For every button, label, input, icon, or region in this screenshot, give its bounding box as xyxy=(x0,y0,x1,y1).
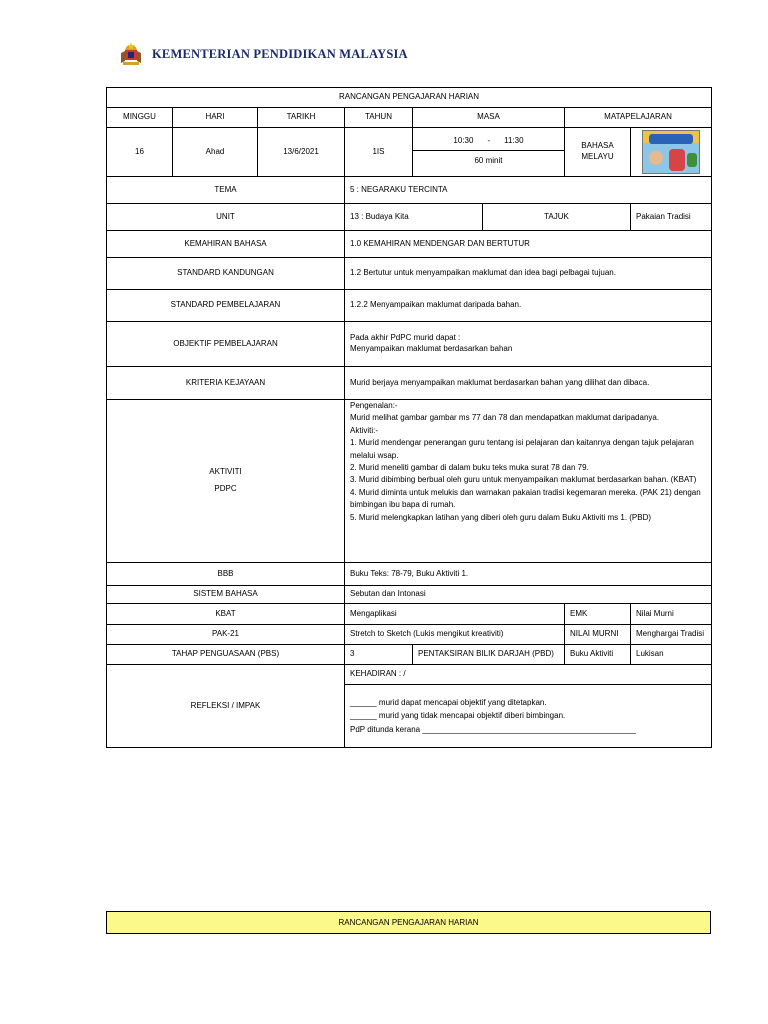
objektif-line2: Menyampaikan maklumat berdasarkan bahan xyxy=(350,344,513,353)
aktiviti-line: Pengenalan:- xyxy=(350,401,398,410)
value-minggu: 16 xyxy=(107,128,173,177)
aktiviti-line: Murid melihat gambar gambar ms 77 dan 78 dan mendapatkan maklumat daripadanya. xyxy=(350,413,660,423)
label-aktiviti xyxy=(107,400,345,563)
subject-line1: BAHASA xyxy=(581,141,614,151)
value-standard-kandungan: 1.2 Bertutur untuk menyampaikan maklumat dan idea bagi pelbagai tujuan. xyxy=(345,258,712,290)
value-emk: Nilai Murni xyxy=(631,604,712,625)
value-refleksi xyxy=(345,685,712,748)
label-tajuk: TAJUK xyxy=(483,204,631,231)
book-cover-cell xyxy=(631,128,712,177)
value-pbd-1: Buku Aktiviti xyxy=(565,645,631,665)
label-standard-pembelajaran: STANDARD PEMBELAJARAN xyxy=(107,290,345,322)
aktiviti-label-line1: AKTIVITI xyxy=(209,467,242,477)
value-tahun: 1IS xyxy=(345,128,413,177)
objektif-line1: Pada akhir PdPC murid dapat : xyxy=(350,333,461,343)
value-bbb: Buku Teks: 78-79, Buku Aktiviti 1. xyxy=(345,563,712,586)
value-tema: 5 : NEGARAKU TERCINTA xyxy=(345,177,712,204)
label-kemahiran: KEMAHIRAN BAHASA xyxy=(107,231,345,258)
masa-dash: - xyxy=(487,135,491,145)
masa-time-range xyxy=(413,132,564,151)
masa-duration: 60 minit xyxy=(474,156,503,166)
subject-line2: MELAYU xyxy=(581,152,614,161)
label-pak21: PAK-21 xyxy=(107,625,345,645)
header-masa: MASA xyxy=(413,108,565,128)
refleksi-line1: ______ murid dapat mencapai objektif yang ditetapkan. xyxy=(350,697,547,707)
value-objektif xyxy=(345,322,712,367)
label-bbb: BBB xyxy=(107,563,345,586)
value-subject xyxy=(565,128,631,177)
label-emk: EMK xyxy=(565,604,631,625)
header-matapelajaran: MATAPELAJARAN xyxy=(565,108,712,128)
aktiviti-line: 3. Murid dibimbing berbual oleh guru untuk menyampaikan maklumat berdasarkan bahan. (KBAT) xyxy=(350,475,697,485)
textbook-cover-image xyxy=(642,130,700,174)
value-hari: Ahad xyxy=(173,128,258,177)
label-unit: UNIT xyxy=(107,204,345,231)
aktiviti-line: 2. Murid meneliti gambar di dalam buku teks muka surat 78 dan 79. xyxy=(350,462,589,472)
ministry-name: KEMENTERIAN PENDIDIKAN MALAYSIA xyxy=(152,46,408,61)
value-kehadiran: KEHADIRAN : / xyxy=(345,665,712,685)
table-title: RANCANGAN PENGAJARAN HARIAN xyxy=(107,88,712,108)
label-objektif: OBJEKTIF PEMBELAJARAN xyxy=(107,322,345,367)
aktiviti-line: melalui wsap. xyxy=(350,450,399,460)
label-sistem-bahasa: SISTEM BAHASA xyxy=(107,586,345,604)
value-pbd-2: Lukisan xyxy=(631,645,712,665)
header-tarikh: TARIKH xyxy=(258,108,345,128)
refleksi-line3: PdP ditunda kerana ________________________________________________ xyxy=(350,724,636,734)
value-kemahiran: 1.0 KEMAHIRAN MENDENGAR DAN BERTUTUR xyxy=(345,231,712,258)
malaysia-crest-icon xyxy=(118,41,144,67)
aktiviti-label-line2: PDPC xyxy=(214,484,237,493)
aktiviti-line: bimbingan ibu bapa di rumah. xyxy=(350,500,456,510)
value-sistem-bahasa: Sebutan dan Intonasi xyxy=(345,586,712,604)
aktiviti-line: 4. Murid diminta untuk melukis dan warnakan pakaian tradisi kegemaran mereka. (PAK 21) dengan xyxy=(350,487,701,497)
value-tahap-penguasaan: 3 xyxy=(345,645,413,665)
value-kriteria: Murid berjaya menyampaikan maklumat berdasarkan bahan yang dilihat dan dibaca. xyxy=(345,367,712,400)
lesson-plan-table xyxy=(106,87,712,748)
refleksi-line2: ______ murid yang tidak mencapai objektif diberi bimbingan. xyxy=(350,711,566,721)
value-tajuk: Pakaian Tradisi xyxy=(631,204,712,231)
aktiviti-content xyxy=(345,400,712,563)
aktiviti-line: 1. Murid mendengar penerangan guru tentang isi pelajaran dan kaitannya dengan tajuk pelajaran xyxy=(350,438,694,448)
masa-end: 11:30 xyxy=(504,135,524,145)
label-refleksi: REFLEKSI / IMPAK xyxy=(107,665,345,748)
aktiviti-line: Aktiviti:- xyxy=(350,425,378,435)
label-tema: TEMA xyxy=(107,177,345,204)
label-kriteria: KRITERIA KEJAYAAN xyxy=(107,367,345,400)
value-nilai-murni: Menghargai Tradisi xyxy=(631,625,712,645)
value-tarikh: 13/6/2021 xyxy=(258,128,345,177)
value-pak21: Stretch to Sketch (Lukis mengikut kreativiti) xyxy=(345,625,565,645)
value-standard-pembelajaran: 1.2.2 Menyampaikan maklumat daripada bahan. xyxy=(345,290,712,322)
label-tahap-penguasaan: TAHAP PENGUASAAN (PBS) xyxy=(107,645,345,665)
value-kbat: Mengaplikasi xyxy=(345,604,565,625)
value-unit: 13 : Budaya Kita xyxy=(345,204,483,231)
aktiviti-line: 5. Murid melengkapkan latihan yang diberi oleh guru dalam Buku Aktiviti ms 1. (PBD) xyxy=(350,512,652,522)
label-pbd: PENTAKSIRAN BILIK DARJAH (PBD) xyxy=(413,645,565,665)
label-standard-kandungan: STANDARD KANDUNGAN xyxy=(107,258,345,290)
masa-start: 10:30 xyxy=(453,135,474,145)
header-hari: HARI xyxy=(173,108,258,128)
page-header xyxy=(118,40,408,68)
header-tahun: TAHUN xyxy=(345,108,413,128)
label-kbat: KBAT xyxy=(107,604,345,625)
header-minggu: MINGGU xyxy=(107,108,173,128)
label-nilai-murni: NILAI MURNI xyxy=(565,625,631,645)
masa-cell xyxy=(413,128,565,177)
footer-title: RANCANGAN PENGAJARAN HARIAN xyxy=(106,911,711,934)
